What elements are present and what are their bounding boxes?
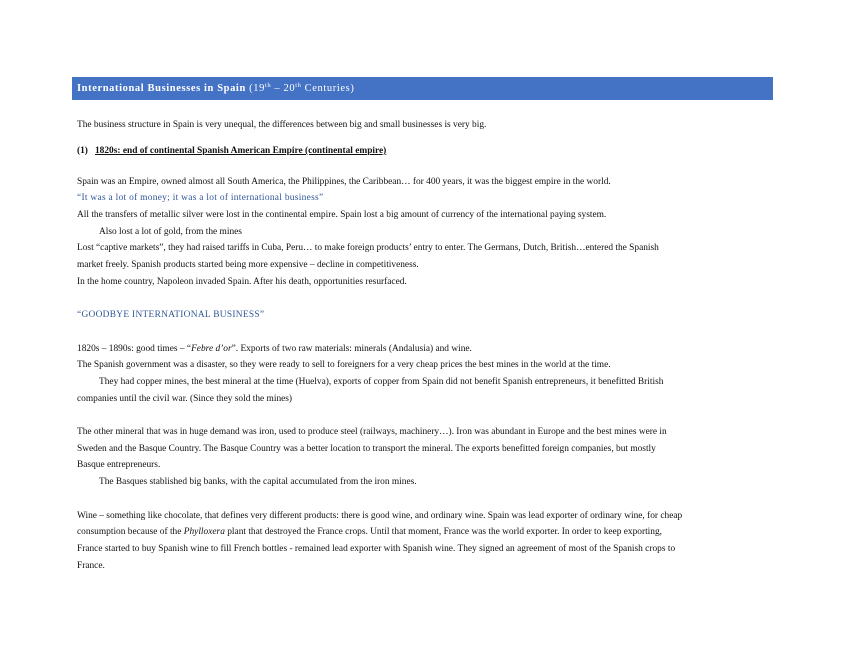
intro-paragraph: The business structure in Spain is very unequal, the differences between big and small businesses is very big. <box>77 120 487 130</box>
banner-date-range: (19th – 20th Centuries) <box>249 82 355 94</box>
wine-line-1: Wine – something like chocolate, that defines very different products: there is good wine, and ordinary wine. Spain was lead exporter of ordinary wine, for cheap <box>77 511 683 521</box>
basque-banks-line: The Basques stablished big banks, with the capital accumulated from the iron mines. <box>99 477 417 487</box>
money-quote: “It was a lot of money; it was a lot of international business” <box>77 193 324 203</box>
napoleon-line: In the home country, Napoleon invaded Spain. After his death, opportunities resurfaced. <box>77 277 407 287</box>
gold-line: Also lost a lot of gold, from the mines <box>99 227 242 237</box>
section-heading <box>77 143 777 160</box>
section-number: (1) <box>77 146 88 156</box>
silver-line: All the transfers of metallic silver were lost in the continental empire. Spain lost a big amount of currency of the international paying system. <box>77 210 607 220</box>
banner-title: International Businesses in Spain <box>77 83 246 94</box>
title-banner <box>72 77 773 100</box>
copper-line-2: companies until the civil war. (Since they sold the mines) <box>77 394 293 404</box>
government-line: The Spanish government was a disaster, so they were ready to sell to foreigners for a very cheap prices the best mines in the world at the time. <box>77 360 611 370</box>
wine-line-2: consumption because of the Phylloxera plant that destroyed the France crops. Until that moment, France was the world exporter. In order to keep exporting, <box>77 527 663 537</box>
good-times-line: 1820s – 1890s: good times – “Febre d’or”. Exports of two raw materials: minerals (Andalusia) and wine. <box>77 344 472 354</box>
wine-line-4: France. <box>77 561 105 571</box>
empire-line: Spain was an Empire, owned almost all South America, the Philippines, the Caribbean… for 400 years, it was the biggest empire in the world. <box>77 177 611 187</box>
captive-markets-line-2: market freely. Spanish products started being more expensive – decline in competitiveness. <box>77 260 419 270</box>
iron-line-1: The other mineral that was in huge demand was iron, used to produce steel (railways, machinery…). Iron was abundant in Europe and the best mines were in <box>77 427 667 437</box>
iron-line-2: Sweden and the Basque Country. The Basque Country was a better location to transport the mineral. The exports benefitted foreign companies, but mostly <box>77 444 656 454</box>
goodbye-heading: “GOODBYE INTERNATIONAL BUSINESS” <box>77 310 265 320</box>
iron-line-3: Basque entrepreneurs. <box>77 460 161 470</box>
section-title: 1820s: end of continental Spanish American Empire (continental empire) <box>94 146 387 156</box>
copper-line-1: They had copper mines, the best mineral at the time (Huelva), exports of copper from Spain did not benefit Spanish entrepreneurs, it benefitted British <box>99 377 664 387</box>
captive-markets-line-1: Lost “captive markets”, they had raised tariffs in Cuba, Peru… to make foreign products’ entry to enter. The Germans, Dutch, British…entered the Spanish <box>77 243 659 253</box>
wine-line-3: France started to buy Spanish wine to fill French bottles - remained lead exporter with Spanish wine. They signed an agreement of most of the Spanish crops to <box>77 544 676 554</box>
